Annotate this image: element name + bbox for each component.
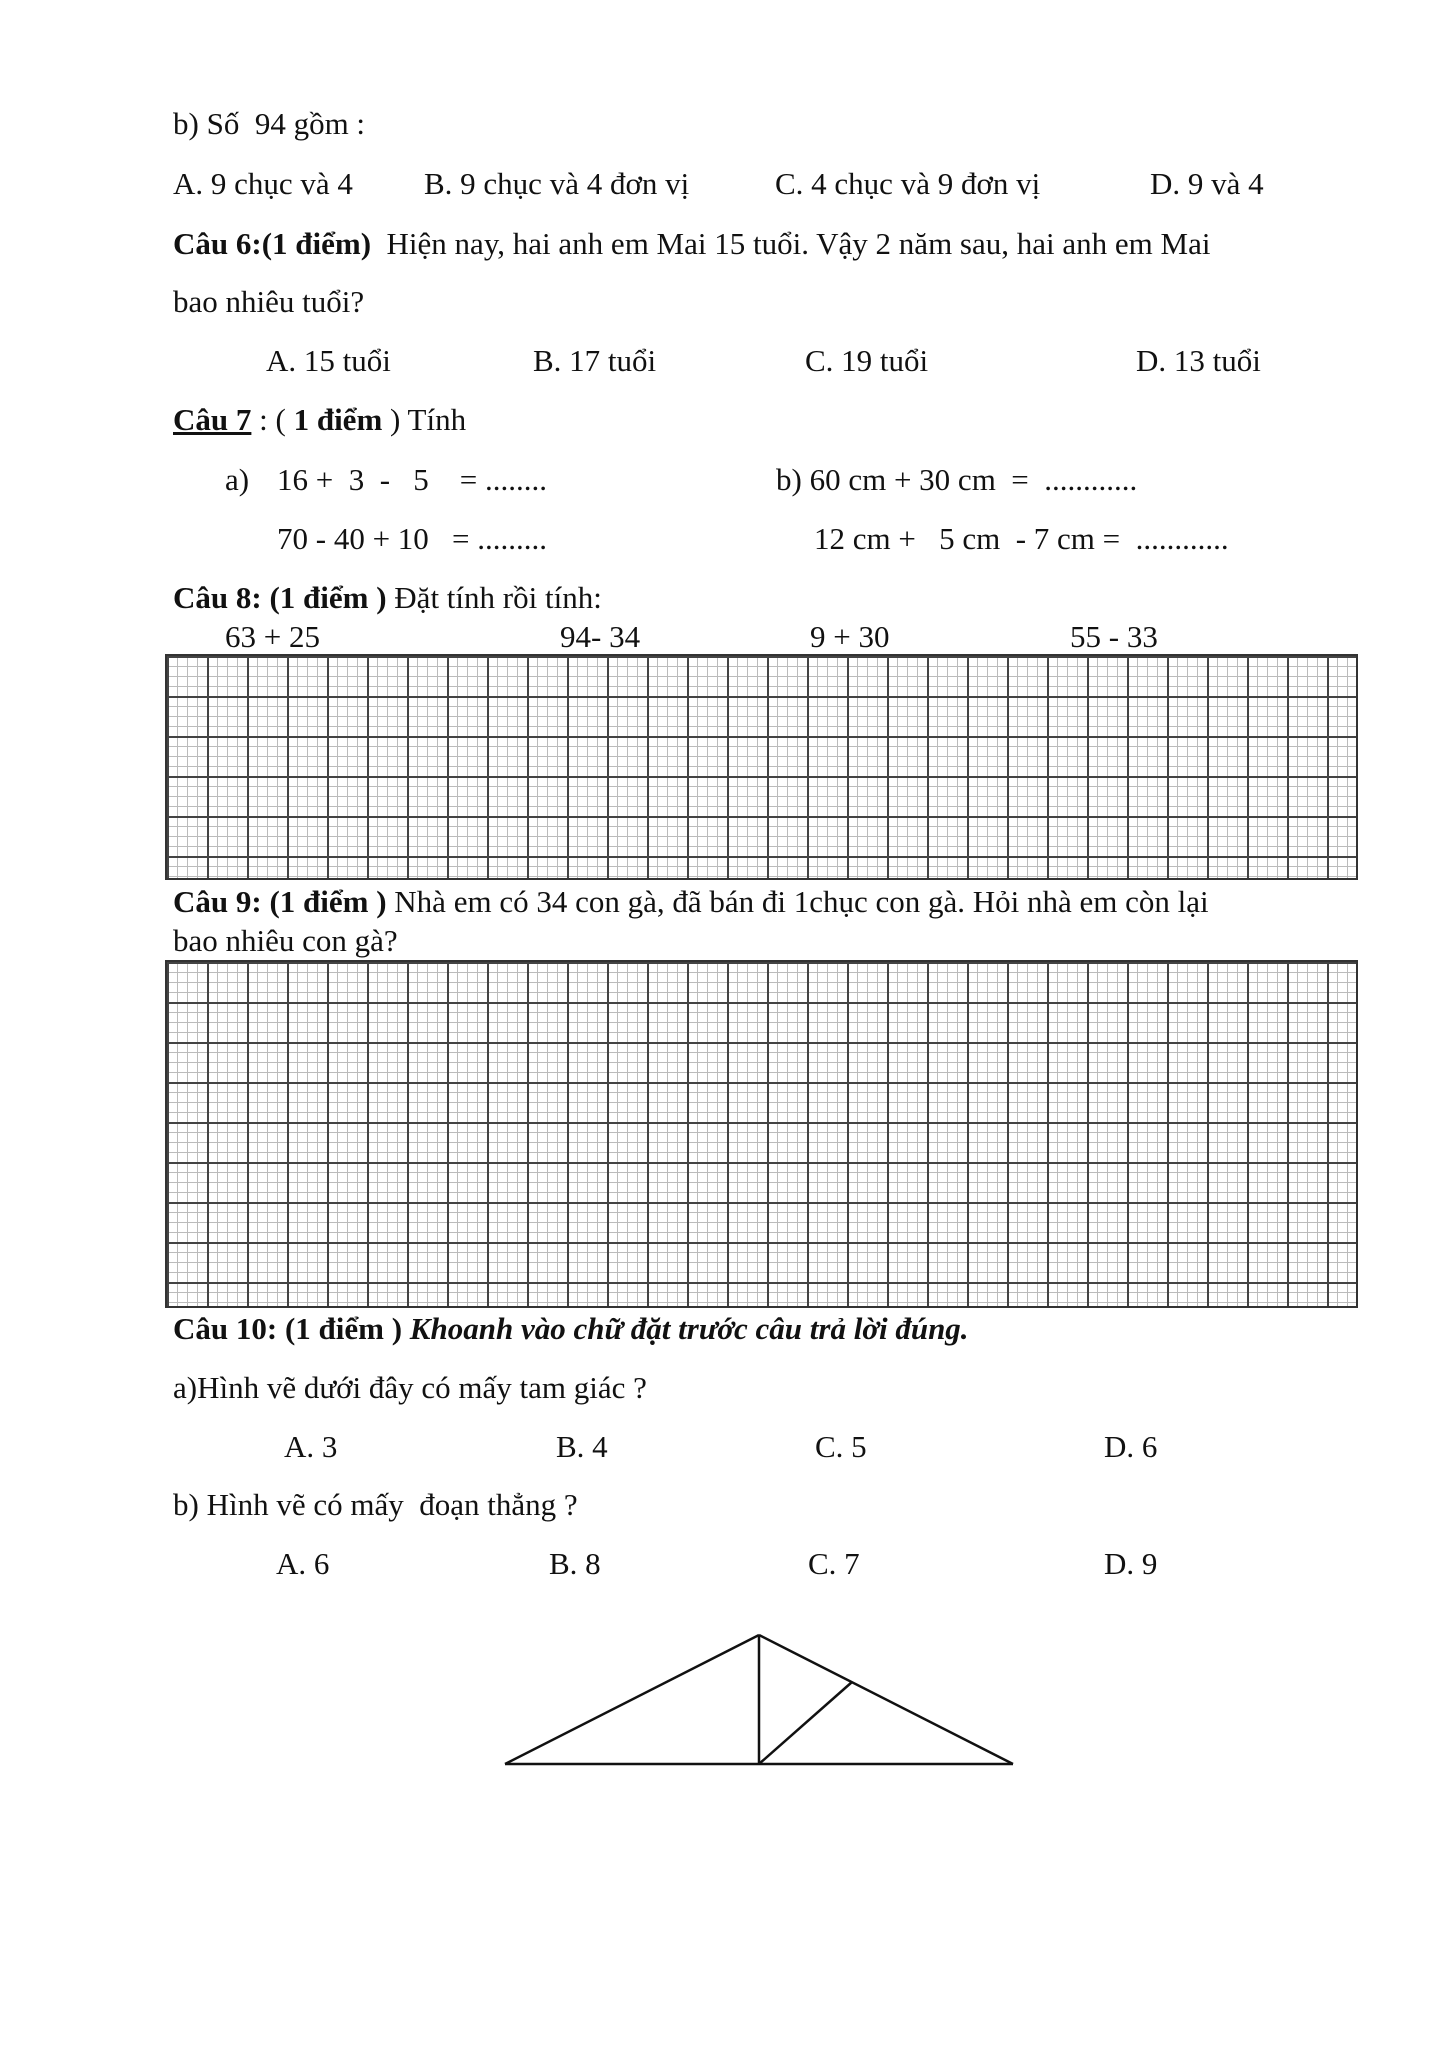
q7-a1: 16 + 3 - 5 = ........	[277, 462, 548, 497]
q7-b1: b) 60 cm + 30 cm = ............	[776, 462, 1138, 497]
q9-question	[173, 886, 1209, 917]
q7-sep: : (	[251, 402, 294, 437]
segment-left-side	[505, 1635, 759, 1764]
q6-option-b[interactable]: B. 17 tuổi	[533, 343, 657, 378]
q8-question	[173, 582, 602, 613]
q10a-prompt: a)Hình vẽ dưới đây có mấy tam giác ?	[173, 1370, 647, 1405]
q7-end: ) Tính	[382, 402, 467, 437]
q8-expr-1: 63 + 25	[225, 619, 320, 654]
q5b-option-b[interactable]: B. 9 chục và 4 đơn vị	[424, 166, 690, 201]
q10b-option-a[interactable]: A. 6	[276, 1546, 330, 1581]
q6-option-d[interactable]: D. 13 tuổi	[1136, 343, 1261, 378]
q7-a-label: a)	[225, 462, 250, 497]
q7-b2: 12 cm + 5 cm - 7 cm = ............	[814, 521, 1229, 556]
q7-label: Câu 7	[173, 402, 252, 437]
q10a-option-a[interactable]: A. 3	[284, 1429, 338, 1464]
q10b-option-b[interactable]: B. 8	[549, 1546, 601, 1581]
q9-text: Nhà em có 34 con gà, đã bán đi 1chục con gà. Hỏi nhà em còn lại	[386, 884, 1209, 919]
q8-expr-2: 94- 34	[560, 619, 641, 654]
q10-instruction: Khoanh vào chữ đặt trước câu trả lời đúng.	[402, 1311, 969, 1346]
q10b-option-c[interactable]: C. 7	[808, 1546, 860, 1581]
q9-text-cont: bao nhiêu con gà?	[173, 923, 398, 958]
q10b-option-d[interactable]: D. 9	[1104, 1546, 1158, 1581]
q5b-option-c[interactable]: C. 4 chục và 9 đơn vị	[775, 166, 1041, 201]
q9-label: Câu 9: (1 điểm )	[173, 884, 387, 919]
q5b-option-a[interactable]: A. 9 chục và 4	[173, 166, 353, 201]
q6-option-a[interactable]: A. 15 tuổi	[266, 343, 391, 378]
q7-heading	[173, 404, 466, 435]
q10a-option-d[interactable]: D. 6	[1104, 1429, 1158, 1464]
q8-label: Câu 8: (1 điểm )	[173, 580, 387, 615]
q5b-option-d[interactable]: D. 9 và 4	[1150, 166, 1264, 201]
q10-label: Câu 10: (1 điểm )	[173, 1311, 403, 1346]
q6-label: Câu 6:(1 điểm)	[173, 226, 372, 261]
q6-option-c[interactable]: C. 19 tuổi	[805, 343, 929, 378]
segment-inner	[759, 1682, 852, 1764]
q8-expr-3: 9 + 30	[810, 619, 890, 654]
q8-text: Đặt tính rồi tính:	[386, 580, 602, 615]
q10a-option-b[interactable]: B. 4	[556, 1429, 608, 1464]
q8-expr-4: 55 - 33	[1070, 619, 1158, 654]
q10b-prompt: b) Hình vẽ có mấy đoạn thẳng ?	[173, 1487, 578, 1522]
q10a-option-c[interactable]: C. 5	[815, 1429, 867, 1464]
q6-text: Hiện nay, hai anh em Mai 15 tuổi. Vậy 2 năm sau, hai anh em Mai	[371, 226, 1211, 261]
triangle-figure	[500, 1630, 1020, 1770]
q5b-prompt: b) Số 94 gồm :	[173, 106, 366, 141]
q7-a2: 70 - 40 + 10 = .........	[277, 521, 548, 556]
q8-answer-grid[interactable]	[165, 654, 1358, 880]
q6-question	[173, 228, 1210, 259]
q10-question	[173, 1313, 969, 1344]
segment-right-side	[759, 1635, 1013, 1764]
q9-answer-grid[interactable]	[165, 960, 1358, 1308]
q7-points: 1 điểm	[293, 402, 383, 437]
q6-text-cont: bao nhiêu tuổi?	[173, 284, 365, 319]
